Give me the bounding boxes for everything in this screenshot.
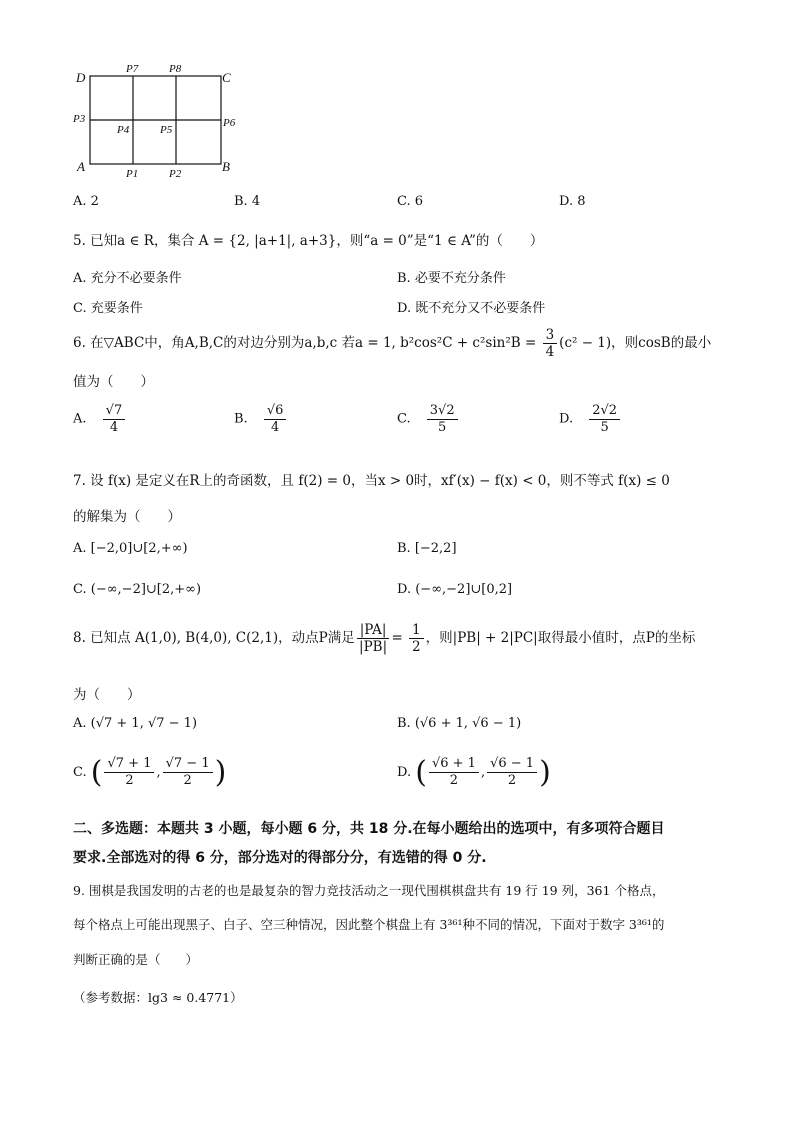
q6-option-c <box>397 403 460 435</box>
q8-option-d: D. ( $\frac{√6 + 1}{2}$ , $\frac{√6 - 1}{2}$ ) <box>397 755 551 790</box>
q8-option-a: A. (√7 + 1, √7 − 1) <box>73 716 198 731</box>
label-d: D <box>76 70 86 85</box>
q4-option-b: B. 4 <box>234 194 261 209</box>
q6-stem-fraction <box>543 327 558 360</box>
label-a: A <box>77 159 85 174</box>
q8-option-d-n2: √6 − 1 <box>487 756 537 773</box>
q9-reference-data: （参考数据：lg3 ≈ 0.4771） <box>73 990 243 1005</box>
q6-option-a-num: √7 <box>103 403 126 420</box>
label-p5: P5 <box>160 124 173 136</box>
q8-option-c-letter: C. <box>73 765 87 780</box>
q8-ratio-fraction <box>357 622 390 655</box>
q5-option-c: C. 充要条件 <box>73 301 143 316</box>
section2-heading-line1: 二、多选题：本题共 3 小题，每小题 6 分，共 18 分.在每小题给出的选项中，有多项符合题目 <box>73 821 665 837</box>
q8-option-d-den2: 2 <box>507 773 517 788</box>
q8-half-fraction <box>409 622 424 655</box>
q6-option-b-letter: B. <box>234 411 248 427</box>
q6-option-d <box>559 403 622 435</box>
q8-option-d-n1: √6 + 1 <box>429 756 479 773</box>
q7-stem-line2: 的解集为（ ） <box>73 509 181 525</box>
q6-option-c-den: 5 <box>438 419 447 435</box>
q7-option-b: B. [−2,2] <box>397 541 457 556</box>
label-p3: P3 <box>73 113 86 125</box>
q8-option-c: C. ( $\frac{√7 + 1}{2}$ , $\frac{√7 - 1}{2}$ ) <box>73 755 227 790</box>
label-p2: P2 <box>169 168 182 180</box>
section2-heading-line2: 要求.全部选对的得 6 分，部分选对的得部分分，有选错的得 0 分. <box>73 850 487 866</box>
q9-stem-line2: 每个格点上可能出现黑子、白子、空三种情况，因此整个棋盘上有 3³⁶¹种不同的情况，下面对于数字 3³⁶¹的 <box>73 917 665 932</box>
label-b: B <box>222 159 230 174</box>
q6-stem-line1 <box>73 327 711 360</box>
q8-half-num: 1 <box>409 622 424 639</box>
q5-stem: 5. 已知a ∈ R，集合 A = {2, |a+1|, a+3}，则“a = 0”是“1 ∈ A”的（ ） <box>73 233 544 249</box>
q7-option-a: A. [−2,0]∪[2,+∞) <box>73 541 188 556</box>
q6-option-d-den: 5 <box>600 419 609 435</box>
q4-option-c: C. 6 <box>397 194 424 209</box>
q6-frac-num: 3 <box>543 327 558 344</box>
q8-stem-post: ，则|PB| + 2|PC|取得最小值时，点P的坐标 <box>425 630 696 647</box>
q4-option-d: D. 8 <box>559 194 586 209</box>
q6-option-a <box>73 403 127 435</box>
q6-option-b-num: √6 <box>264 403 287 420</box>
q8-option-d-letter: D. <box>397 765 412 780</box>
q5-option-d: D. 既不充分又不必要条件 <box>397 301 546 316</box>
q8-equals: = <box>391 630 408 647</box>
q4-option-a: A. 2 <box>73 194 99 209</box>
q7-stem-line1: 7. 设 f(x) 是定义在R上的奇函数，且 f(2) = 0，当x > 0时，xf′(x) − f(x) < 0，则不等式 f(x) ≤ 0 <box>73 473 670 489</box>
q6-option-b <box>234 403 288 435</box>
q8-half-den: 2 <box>412 639 421 656</box>
q8-ratio-den: |PB| <box>359 639 388 656</box>
label-p4: P4 <box>117 124 130 136</box>
q6-stem-tail: (c² − 1)，则cosB的最小 <box>559 335 712 352</box>
q8-stem-line2: 为（ ） <box>73 687 141 703</box>
q6-frac-den: 4 <box>545 344 555 361</box>
q5-option-b: B. 必要不充分条件 <box>397 271 506 286</box>
q8-option-d-den1: 2 <box>449 773 459 788</box>
q6-stem-text: 6. 在▽ABC中，角A,B,C的对边分别为a,b,c 若a = 1, b²cos²C + c²sin²B = <box>73 335 541 352</box>
q6-option-c-num: 3√2 <box>427 403 458 420</box>
q6-option-d-letter: D. <box>559 411 574 427</box>
q8-ratio-num: |PA| <box>357 622 390 639</box>
q6-option-a-den: 4 <box>109 419 119 435</box>
q9-stem-line1: 9. 围棋是我国发明的古老的也是最复杂的智力竞技活动之一现代围棋棋盘共有 19 行 19 列，361 个格点， <box>73 883 665 898</box>
q6-option-c-letter: C. <box>397 411 411 427</box>
q6-option-a-letter: A. <box>73 411 87 427</box>
q8-stem-line1 <box>73 622 695 655</box>
q9-stem-line3: 判断正确的是（ ） <box>73 952 199 967</box>
q7-option-c: C. (−∞,−2]∪[2,+∞) <box>73 582 202 597</box>
q6-option-b-den: 4 <box>270 419 280 435</box>
q8-option-b: B. (√6 + 1, √6 − 1) <box>397 716 522 731</box>
label-p7: P7 <box>126 63 139 75</box>
label-p6: P6 <box>223 117 236 129</box>
q6-option-d-num: 2√2 <box>589 403 620 420</box>
q8-option-c-n1: √7 + 1 <box>104 756 154 773</box>
q7-option-d: D. (−∞,−2]∪[0,2] <box>397 582 513 597</box>
q6-stem-line2: 值为（ ） <box>73 374 154 390</box>
label-c: C <box>222 70 231 85</box>
q8-stem-pre: 8. 已知点 A(1,0), B(4,0), C(2,1)，动点P满足 <box>73 630 355 647</box>
q8-option-c-den2: 2 <box>183 773 192 788</box>
label-p8: P8 <box>169 63 182 75</box>
q8-option-c-den1: 2 <box>125 773 134 788</box>
q8-option-c-n2: √7 − 1 <box>163 756 213 773</box>
q5-option-a: A. 充分不必要条件 <box>73 271 182 286</box>
label-p1: P1 <box>126 168 139 180</box>
